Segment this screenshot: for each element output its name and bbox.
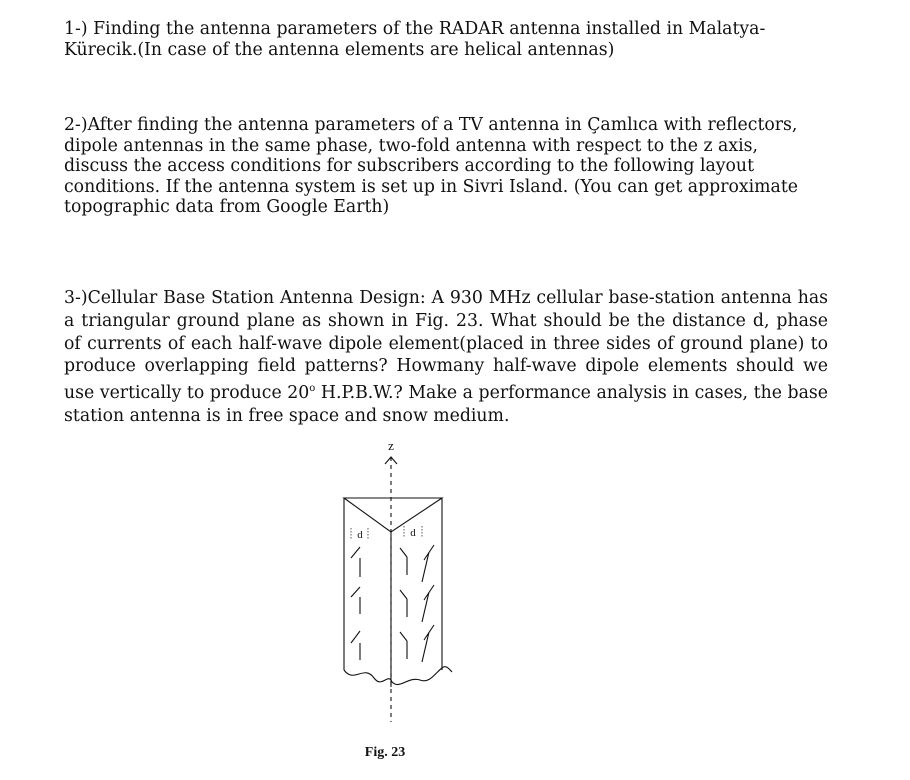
right-spacing-label: d (410, 527, 416, 539)
left-dipole-element (351, 631, 360, 660)
question-3-text-part-2: H.P.B.W.? Make a performance analysis in cases, the base station antenna is in free space and snow medium. (64, 382, 828, 426)
left-dipole-element (351, 547, 360, 577)
right-spacing-marker (404, 526, 422, 539)
right-dipole-element (400, 548, 407, 575)
left-spacing-marker (351, 528, 368, 541)
back-dipole-element (422, 625, 434, 662)
ground-plane-wavy-bottom (344, 667, 452, 685)
ground-plane-top (344, 498, 442, 532)
back-dipole-element (422, 585, 434, 622)
left-spacing-label: d (357, 529, 363, 541)
question-2: 2-)After finding the antenna parameters of a TV antenna in Çamlıca with reflectors, dipole antennas in the same phase, two-fold antenna with respect to the z axis, discuss the access conditions for subscribers according to the following layout conditions. If the antenna system is set up in Sivri Island. (You can get approximate topographic data from Google Earth) (64, 115, 798, 217)
question-3-text-part-1: 3-)Cellular Base Station Antenna Design: A 930 MHz cellular base-station antenna has a triangular ground plane as shown in Fig. 23. What should be the distance d, phase of currents of each half-wave dipole element(placed in three sides of ground plane) to produce overlapping field patterns? Howmany half-wave dipole elements should we use vertically to produce 20 (64, 288, 828, 403)
question-3 (64, 287, 828, 428)
left-dipole-element (351, 587, 360, 614)
figure-caption: Fig. 23 (364, 745, 406, 760)
degree-symbol: o (309, 383, 316, 395)
question-1: 1-) Finding the antenna parameters of the RADAR antenna installed in Malatya-Kürecik.(In case of the antenna elements are helical antennas) (64, 19, 766, 60)
right-dipole-element (400, 590, 407, 617)
right-dipole-element (400, 632, 407, 659)
z-axis-label: z (388, 438, 394, 453)
back-dipole-element (422, 545, 434, 582)
triangular-ground-plane-figure (330, 432, 470, 732)
